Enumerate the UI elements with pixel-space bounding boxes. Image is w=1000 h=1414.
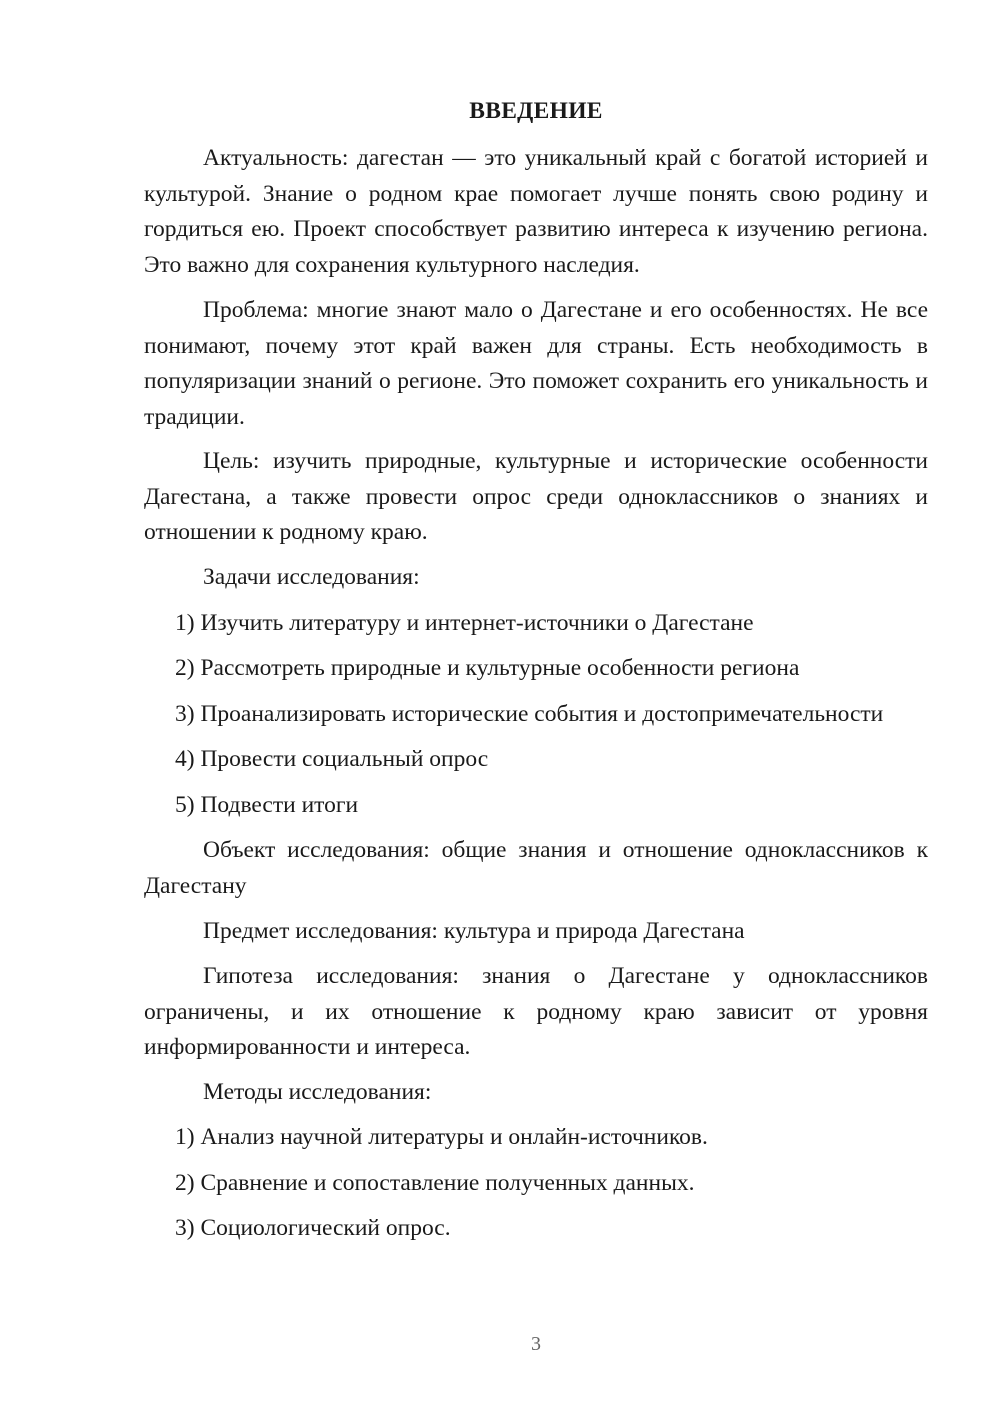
method-item: 2) Сравнение и сопоставление полученных данных. (175, 1170, 695, 1196)
object-paragraph: Объект исследования: общие знания и отношение одноклассников к Дагестану (144, 837, 928, 899)
relevance-paragraph: Актуальность: дагестан — это уникальный край с богатой историей и культурой. Знание о родном крае помогает лучше понять свою родину и гордиться ею. Проект способствует развитию интереса к изучению региона. Это важно для сохранения культурного наследия. (144, 145, 928, 278)
tasks-heading: Задачи исследования: (203, 564, 420, 590)
page-number: 3 (531, 1333, 541, 1355)
methods-heading: Методы исследования: (203, 1079, 432, 1105)
goal-paragraph: Цель: изучить природные, культурные и исторические особенности Дагестана, а также провести опрос среди одноклассников о знаниях и отношении к родному краю. (144, 448, 928, 545)
method-item: 1) Анализ научной литературы и онлайн-источников. (175, 1124, 708, 1150)
method-item: 3) Социологический опрос. (175, 1215, 451, 1241)
task-item: 3) Проанализировать исторические события и достопримечательности (175, 701, 884, 727)
task-item: 2) Рассмотреть природные и культурные особенности региона (175, 655, 800, 681)
task-item: 1) Изучить литературу и интернет-источники о Дагестане (175, 610, 754, 636)
task-item: 4) Провести социальный опрос (175, 746, 489, 772)
hypothesis-paragraph: Гипотеза исследования: знания о Дагестане у одноклассников ограничены, и их отношение к родному краю зависит от уровня информированности и интереса. (144, 963, 928, 1060)
subject-paragraph: Предмет исследования: культура и природа Дагестана (203, 918, 745, 944)
task-item: 5) Подвести итоги (175, 792, 359, 818)
page-title: ВВЕДЕНИЕ (469, 98, 603, 124)
problem-paragraph: Проблема: многие знают мало о Дагестане и его особенностях. Не все понимают, почему этот край важен для страны. Есть необходимость в популяризации знаний о регионе. Это поможет сохранить его уникальность и традиции. (144, 297, 928, 430)
